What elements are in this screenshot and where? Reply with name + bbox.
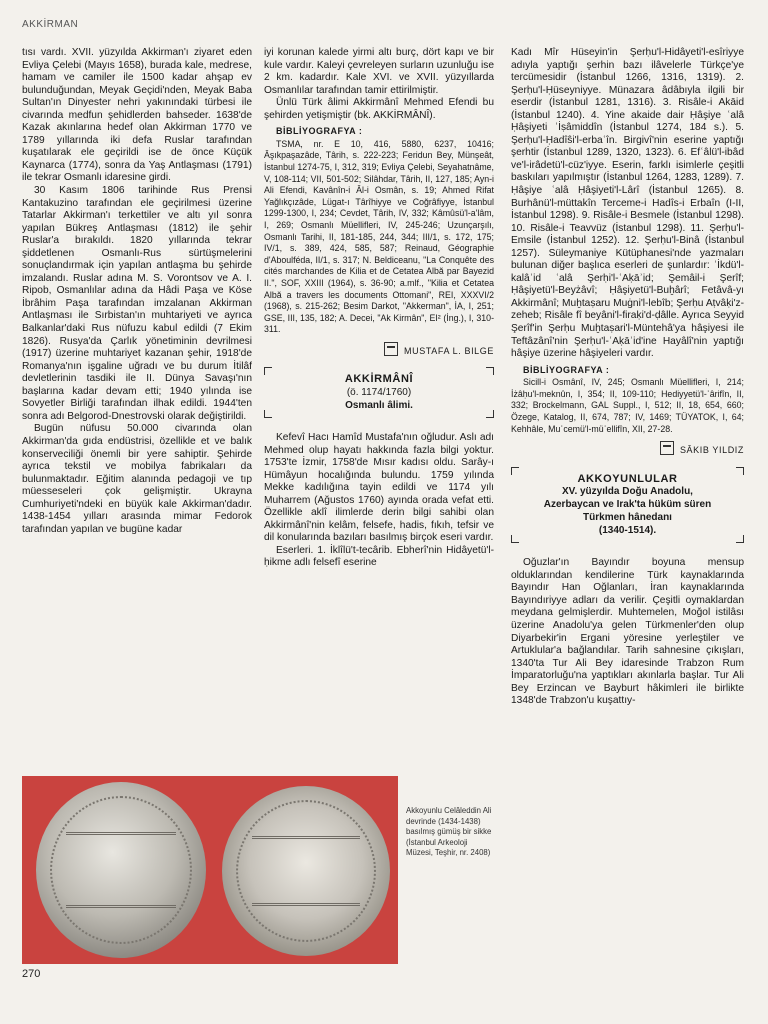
column-1 [22,47,252,536]
column-2 [264,47,494,570]
paragraph: Bugün nüfusu 50.000 civarında olan Akkirman'da gıda endüstrisi, özellikle et ve balık konserveciliği önemli bir yere sahiptir. Şehirde ayrıca tekstil ve mobilya fabrikaları da bulunmaktadır. Eğitim alanında pedagoji ve tıp müesseseleri çok gelişmiştir. Ukrayna Cumhuriyeti'ndeki en büyük kale Akkirman'dadır. 1438-1454 yılları arasında mimar Fedorok tarafından yapılan ve bugüne kadar [22,423,252,535]
entry-dates: (ö. 1174/1760) [346,387,412,399]
figure-caption: Akkoyunlu Celâleddin Ali devrinde (1434-1438) basılmış gümüş bir sikke (İstanbul Arkeoloji Müzesi, Teşhir, nr. 2408) [406,806,492,857]
author-mark-icon [384,342,398,356]
entry-header [511,467,744,544]
entry-subtitle: (1340-1514). [598,525,657,537]
paragraph: iyi korunan kalede yirmi altı burç, dört kapı ve bir kule vardır. Kaleyi çevreleyen surların uzunluğu ise 2 km. kadardır. Kale XVI. ve XVII. yüzyıllarda Osmanlılar tarafından tamir ettirilmiştir. [264,47,494,96]
entry-header [264,367,494,418]
bibliography-text: Sicill-i Osmânî, IV, 245; Osmanlı Müellifleri, I, 214; İżâḥu'l-meknûn, I, 354; II, 109-110; Hediyyetü'l-ʿârifîn, II, 332; Brockelmann, GAL Suppl., I, 512; II, 18, 654, 660; Özege, Katalog, II, 674, 787; IV, 1469; TÜYATOK, I, 64; Kehhâle, Muʿcemü'l-müʾellifîn, XII, 27-28. [511,377,744,434]
author-mark-icon [660,441,674,455]
author-signature [511,441,744,457]
entry-subtitle: Azerbaycan ve Irak'ta hüküm süren [543,499,712,511]
paragraph: tısı vardı. XVII. yüzyılda Akkirman'ı ziyaret eden Evliya Çelebi (Mayıs 1658), burada kale, medrese, hamam ve camiler ile 1500 kadar ahşap ev bulunduğundan, Meyak Geçidi'nden, Meyak Baba Sultan'ın Dinyester nehri yakınındaki türbesi ile civarında medfun şehidlerden bahseder. 1638'de Kazak akınlarına hedef olan Akkirman 1770 ve 1789 yıllarında iki defa Ruslar tarafından kuşatılarak ele geçirildi ise de önce Küçük Kaynarca (1774), sonra da Yaş Antlaşması (1791) ile tekrar Osmanlı idaresine girdi. [22,47,252,184]
entry-subtitle: Osmanlı âlimi. [345,400,413,412]
coin-obverse-image [36,782,206,958]
paragraph: Kefevî Hacı Hamîd Mustafa'nın oğludur. Aslı adı Mehmed olup hayatı hakkında fazla bilgi yoktur. 1753'te İzmir, 1758'de Mısır kadısı oldu. Sarây-ı Hümâyun hocalığında bulundu. 1759 yılında Mekke kadılığına tayin edildi ve 1174 yılı Muharrem (Ağustos 1760) ayında orada vefat etti. Özellikle aklî ilimlerde derin bilgi sahibi olan Akkirmânî'nin kelâm, felsefe, hadis, fıkıh, tefsir ve dil konularında bazıları basılmış birçok eseri vardır. [264,432,494,544]
bibliography-heading: BİBLİYOGRAFYA : [276,126,363,137]
column-3 [511,47,744,708]
author-name: MUSTAFA L. BILGE [404,345,494,356]
paragraph: Eserleri. 1. İklîlü't-tecârib. Ebherî'nin Hidâyetü'l-ḥikme adlı felsefî eserine [264,544,494,569]
paragraph: Kadı Mîr Hüseyin'in Şerḥu'l-Hidâyeti'l-esîriyye adıyla yaptığı şerhin bazı ilâvelerle Türkçe'ye tercümesidir (İstanbul 1266, 1316, 1319). 2. Şerḥu'l-Ḥüseyniyye. Münazara âdâbıyla ilgili bir eserdir (İstanbul 1281, 1316). 3. Risâle-i Akāid (İstanbul 1240). 4. Yine akaide dair Ḥâşiye ʿalâ Ḥâşiyeti ʿİṣâmiddîn (İstanbul 1274, 184 s.). 5. Şerḥu'l-Ḥadîŝi'l-erbaʿîn. Birgivî'nin eserine yaptığı şerhtir (İstanbul 1289, 1320, 1323). 6. Efʿâlü'l-ibâd ve'l-irâdetü'l-cüz'iyye. Eserin, farklı isimlerle çeşitli baskıları yapılmıştır (İstanbul 1264, 1283, 1289). 7. Ḥâşiye ʿalâ Ḥâşiyeti'l-Lârî (İstanbul 1265). 8. Burhânü'l-müttakîn Terceme-i Hadîs-i Erbaîn (I-II, İstanbul 1298). 9. Risâle-i Besmele (İstanbul 1298). 10. Risâle-i Teavvüz (İstanbul 1298). 11. Şerḥu'l-Emsile (İstanbul 1252). 12. Şerḥu'l-Binâ (İstanbul 1257). Süleymaniye Kütüphanesi'nde yazmaları bulunan diğer başlıca eserleri de şunlardır: ʿİkdü'l-kalâʾid ʿalâ Şerḥi'l-ʿAḳāʾid; Şemâil-i Şerîf; Ḥâşiyetü'l-Beyżâvî; Ḥâşiyetü'l-Buḫârî; Fetâvâ-yı Akkirmânî; Muḫtaṣaru Muġni'l-lebîb; Şerḥu Aṭvâḳi'z-zeheb; Risâle fî beyâni'l-firaḳi'd-ḍâlle. Ayrıca Seyyid Şerîf'in Şerḥu Muḫtaṣari'l-Müntehâ'ya hâşiyesi ile Teftâzânî'nin Şerḥu'l-ʿAḳāʾid'ine Hayâlî'nin yaptığı hâşiye üzerine hâşiyeleri vardır. [511,47,744,360]
paragraph: 30 Kasım 1806 tarihinde Rus Prensi Kantakuzino tarafından ele geçirilmesi üzerine Tatarlar Akkirman'ı terkettiler ve altı yıl sonra yapılan Bükreş Antlaşması (1812) ile şehir Ruslar'a bırakıldı. 1820 yıllarında tekrar şiddetlenen Osmanlı-Rus sürtüşmelerini sonuçlandırmak için yapılan antlaşma bu şehirde imzalandı. Ruslar adına M. S. Vorontsov ve A. I. Ripob, Osmanlılar adına da Hâdi Paşa ve Köse İbrâhim Paşa tarafından imzalanan Akkirman Antlaşması ile Sırbistan'ın muhtariyeti ve ayrıca Balkanlar'daki Rus nüfuzu kabul edildi (7 Ekim 1826). Rusya'da Çarlık yönetiminin devrilmesi (1917) üzerine muhtariyet kazanan şehir, 1918'de Romanya'nın işgaline uğradı ve bu durum İtilâf devletlerinin tasdiki ile II. Dünya Savaşı'nın başlarına kadar devam etti; 1940 yılında ise Sovyetler Birliği tarafından ilhak edildi. 1944'ten sonra adı Belgorod-Dnestrovski olarak değiştirildi. [22,185,252,422]
bibliography-text: TSMA, nr. E 10, 416, 5880, 6237, 10416; Âşıkpaşazâde, Târih, s. 222-223; Feridun Bey, Münşeât, İstanbul 1274-75, I, 312, 319; Evliya Çelebi, Seyahatnâme, V, 108-114; VII, 501-502; Silâhdar, Târih, II, 127, 185; Ayn-i Ali Efendi, Kavânîn-i Âl-i Osmân, s. 19; Ahmed Rifat Yağlıkçızâde, Lügat-ı Târîhiyye ve Coğrâfiyye, İstanbul 1299-1300, I, 234; Cevdet, Târih, IV, 332; Kâmûsü'l-a'lâm, I, 269; Osmanlı Müellifleri, IV, 245-246; Uzunçarşılı, Osmanlı Tarihi, II, 181-185, 244, 344; III/1, s. 172, 175; IV/1, s. 389, 424, 585, 587; Reinaud, Géographie d'Aboulféda, II/1, s. 317; N. Beldiceanu, "La Conquête des cités marchandes de Kilia et de Cetatea Albă par Bayezid II.", SOF, XXIII (1964), s. 36-90; a.mlf., "Kilia et Cetatea Albă a travers les documents Ottomani", REI, XXXVI/2 (1968), s. 215-262; Besim Darkot, "Akkerman", İA, I, 251; GSE, III, 135, 182; A. Decei, "Ak Kirmân", EI² (İng.), I, 310-311. [264,138,494,335]
paragraph: Ünlü Türk âlimi Akkirmânî Mehmed Efendi bu şehirden yetişmiştir (bk. AKKİRMÂNÎ). [264,97,494,121]
running-head: AKKİRMAN [22,19,79,30]
author-name: SÂKIB YILDIZ [679,445,744,456]
entry-title: AKKOYUNLULAR [577,472,678,485]
entry-subtitle: XV. yüzyılda Doğu Anadolu, [562,486,693,498]
author-signature [264,342,494,358]
page-number: 270 [22,968,41,980]
paragraph: Oğuzlar'ın Bayındır boyuna mensup olduklarından kendilerine Türk kaynaklarında Bayındır Han Oğlanları, İran kaynaklarında Bayındıriyye adları da verilir. Çeşitli oymaklardan meydana gelmişlerdir. Muhtemelen, Moğol istilâsı üzerine Anadolu'ya gelen Türkmenler'den olup Diyarbekir'in Ergani yöresine yerleştiler ve Artuklular'a bağlandılar. Tarih sahnesine çıkışları, 1340'ta Tur Ali Bey idaresinde Trabzon Rum İmparatorluğu'na yaptıkları akınlarla başlar. Tur Ali Bey Erzincan ve Bayburt hâkimleri ile birlikte 1348'de Trabzon'u kuşattıy- [511,557,744,707]
entry-subtitle: Türkmen hânedanı [583,512,672,524]
bibliography-heading: BİBLİYOGRAFYA : [523,364,610,375]
coin-photo [22,776,398,964]
entry-title: AKKİRMÂNÎ [344,373,414,386]
coin-reverse-image [222,786,390,956]
